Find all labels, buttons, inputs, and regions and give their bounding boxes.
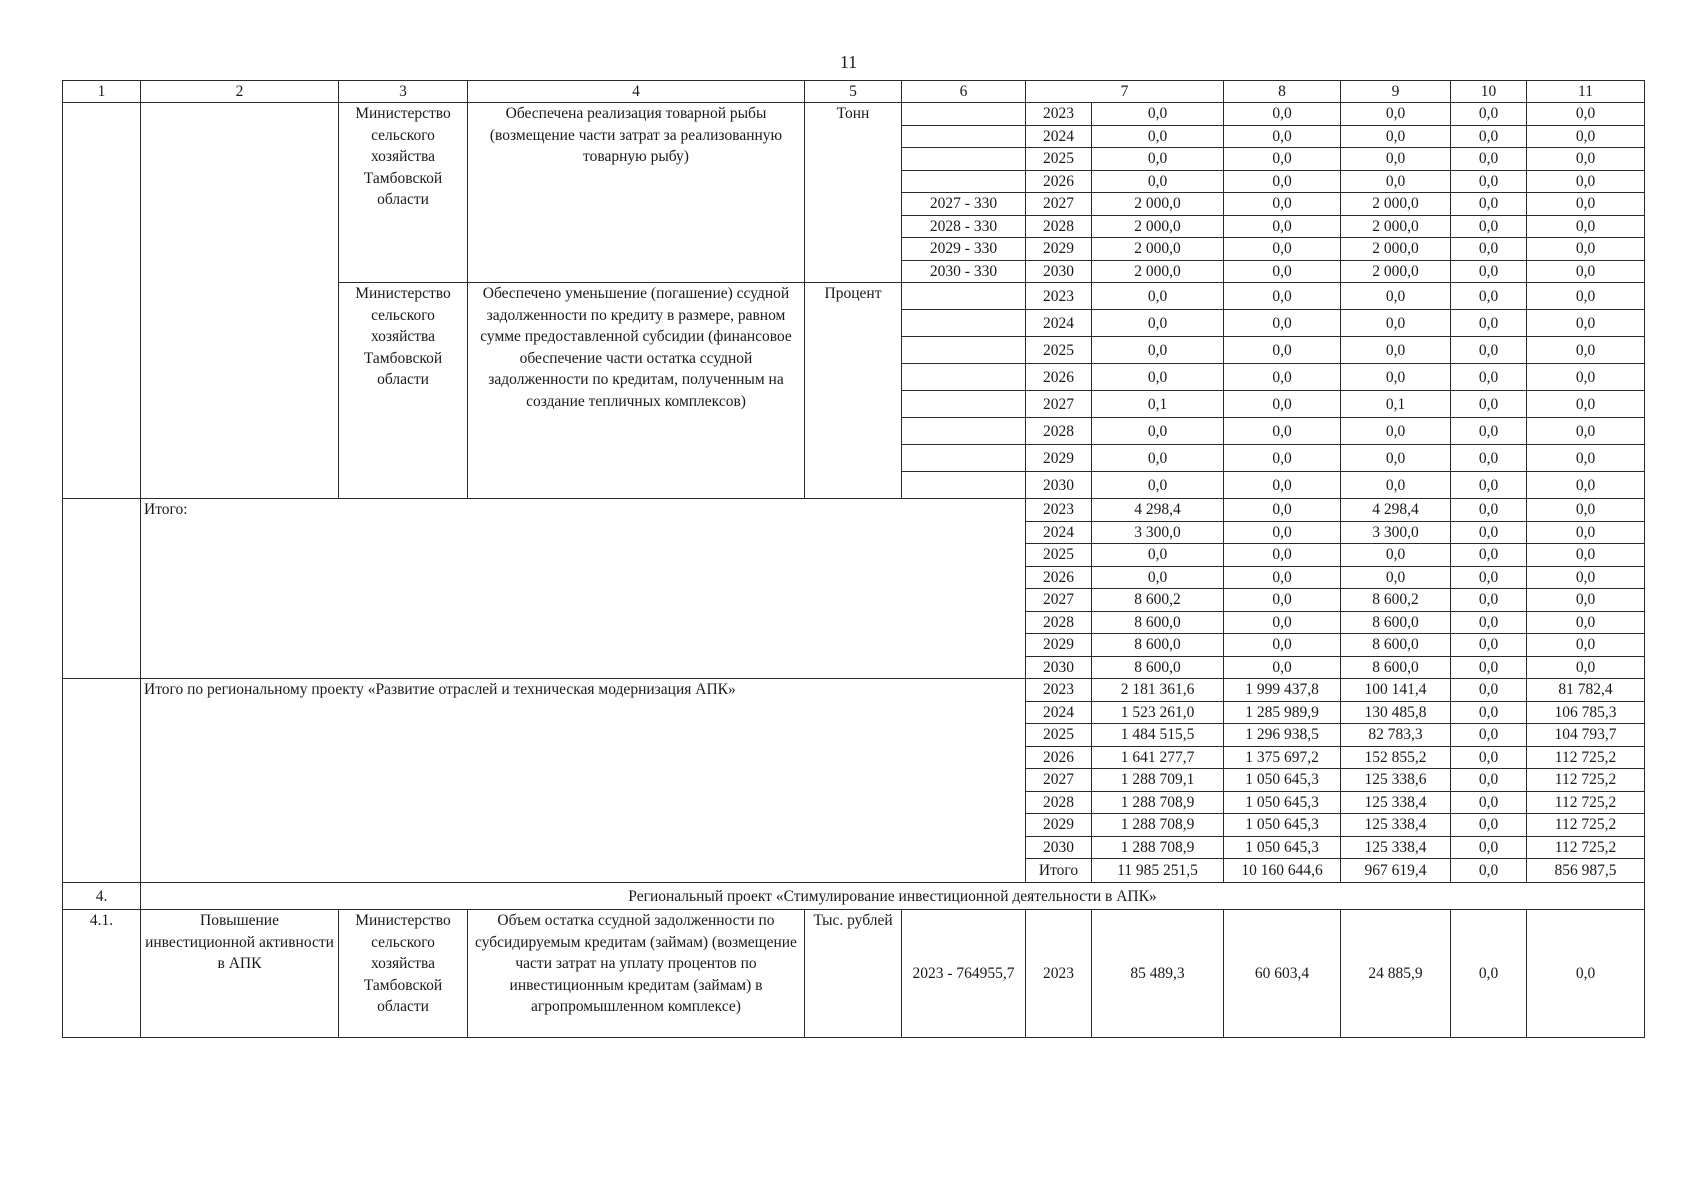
value-cell: 112 725,2 (1527, 746, 1645, 769)
value-cell: 0,0 (1224, 656, 1341, 679)
section-number: 4. (63, 883, 141, 910)
value-cell: 2 000,0 (1341, 238, 1451, 261)
year-cell: 2023 (1026, 679, 1092, 702)
value-cell: 0,0 (1527, 215, 1645, 238)
value-cell: 4 298,4 (1341, 499, 1451, 522)
value-cell: 1 288 708,9 (1092, 791, 1224, 814)
value-cell: 0,0 (1451, 103, 1527, 126)
value-cell: 0,0 (1451, 337, 1527, 364)
value-cell: 0,0 (1224, 418, 1341, 445)
value-cell: 0,0 (1451, 589, 1527, 612)
value-cell: 0,0 (1451, 170, 1527, 193)
value-cell: 0,0 (1527, 589, 1645, 612)
value-cell: 0,0 (1092, 103, 1224, 126)
value-cell: 0,0 (1092, 418, 1224, 445)
year-cell: Итого (1026, 859, 1092, 883)
year-cell: 2028 (1026, 418, 1092, 445)
value-cell: 0,0 (1527, 418, 1645, 445)
target-cell (902, 391, 1026, 418)
value-cell: 85 489,3 (1092, 910, 1224, 1038)
value-cell: 125 338,4 (1341, 836, 1451, 859)
value-cell: 8 600,0 (1092, 656, 1224, 679)
value-cell: 0,0 (1092, 566, 1224, 589)
ministry-cell: Министерство сельского хозяйства Тамбовской области (339, 910, 468, 1038)
target-cell: 2029 - 330 (902, 238, 1026, 261)
value-cell: 0,0 (1527, 391, 1645, 418)
unit-cell: Тонн (805, 103, 902, 283)
value-cell: 8 600,2 (1092, 589, 1224, 612)
value-cell: 0,0 (1224, 125, 1341, 148)
value-cell: 0,0 (1224, 260, 1341, 283)
value-cell: 0,0 (1527, 472, 1645, 499)
value-cell: 8 600,0 (1341, 656, 1451, 679)
value-cell: 112 725,2 (1527, 814, 1645, 837)
year-cell: 2023 (1026, 103, 1092, 126)
year-cell: 2029 (1026, 634, 1092, 657)
value-cell: 0,0 (1451, 791, 1527, 814)
year-cell: 2027 (1026, 769, 1092, 792)
value-cell: 0,0 (1527, 611, 1645, 634)
value-cell: 967 619,4 (1341, 859, 1451, 883)
value-cell: 0,0 (1451, 746, 1527, 769)
year-cell: 2030 (1026, 836, 1092, 859)
value-cell: 0,0 (1224, 283, 1341, 310)
year-cell: 2025 (1026, 148, 1092, 171)
cell-empty (63, 679, 141, 883)
value-cell: 10 160 644,6 (1224, 859, 1341, 883)
value-cell: 0,0 (1341, 418, 1451, 445)
year-cell: 2030 (1026, 472, 1092, 499)
value-cell: 0,0 (1451, 859, 1527, 883)
value-cell: 1 050 645,3 (1224, 769, 1341, 792)
header-col-7: 7 (1026, 81, 1224, 103)
year-cell: 2027 (1026, 589, 1092, 612)
value-cell: 0,0 (1092, 337, 1224, 364)
value-cell: 0,0 (1527, 364, 1645, 391)
value-cell: 82 783,3 (1341, 724, 1451, 747)
year-cell: 2024 (1026, 701, 1092, 724)
total-label: Итого: (141, 499, 1026, 679)
value-cell: 0,0 (1224, 238, 1341, 261)
value-cell: 0,0 (1224, 148, 1341, 171)
value-cell: 2 181 361,6 (1092, 679, 1224, 702)
value-cell: 0,0 (1341, 283, 1451, 310)
value-cell: 8 600,0 (1341, 611, 1451, 634)
value-cell: 0,0 (1451, 260, 1527, 283)
header-col-8: 8 (1224, 81, 1341, 103)
year-cell: 2028 (1026, 215, 1092, 238)
value-cell: 100 141,4 (1341, 679, 1451, 702)
unit-cell: Тыс. рублей (805, 910, 902, 1038)
target-cell: 2028 - 330 (902, 215, 1026, 238)
value-cell: 0,0 (1224, 391, 1341, 418)
value-cell: 1 288 708,9 (1092, 836, 1224, 859)
value-cell: 0,0 (1092, 283, 1224, 310)
row-number: 4.1. (63, 910, 141, 1038)
value-cell: 0,0 (1341, 148, 1451, 171)
value-cell: 3 300,0 (1341, 521, 1451, 544)
table-row (63, 499, 1645, 522)
header-col-4: 4 (468, 81, 805, 103)
value-cell: 1 050 645,3 (1224, 836, 1341, 859)
value-cell: 856 987,5 (1527, 859, 1645, 883)
year-cell: 2029 (1026, 238, 1092, 261)
value-cell: 0,0 (1224, 566, 1341, 589)
value-cell: 0,0 (1224, 634, 1341, 657)
value-cell: 1 288 708,9 (1092, 814, 1224, 837)
target-cell (902, 283, 1026, 310)
target-cell (902, 310, 1026, 337)
year-cell: 2023 (1026, 283, 1092, 310)
page-number: 11 (839, 52, 858, 72)
value-cell: 0,0 (1224, 170, 1341, 193)
value-cell: 0,0 (1451, 701, 1527, 724)
value-cell: 0,0 (1527, 499, 1645, 522)
value-cell: 0,0 (1527, 283, 1645, 310)
value-cell: 0,0 (1527, 566, 1645, 589)
year-cell: 2024 (1026, 521, 1092, 544)
value-cell: 1 999 437,8 (1224, 679, 1341, 702)
value-cell: 0,0 (1527, 238, 1645, 261)
year-cell: 2029 (1026, 445, 1092, 472)
value-cell: 112 725,2 (1527, 836, 1645, 859)
header-row (63, 81, 1645, 103)
value-cell: 2 000,0 (1341, 260, 1451, 283)
value-cell: 0,0 (1341, 544, 1451, 567)
value-cell: 24 885,9 (1341, 910, 1451, 1038)
target-cell: 2027 - 330 (902, 193, 1026, 216)
value-cell: 4 298,4 (1092, 499, 1224, 522)
year-cell: 2027 (1026, 193, 1092, 216)
value-cell: 11 985 251,5 (1092, 859, 1224, 883)
value-cell: 60 603,4 (1224, 910, 1341, 1038)
value-cell: 0,0 (1527, 103, 1645, 126)
value-cell: 2 000,0 (1341, 215, 1451, 238)
value-cell: 0,0 (1092, 148, 1224, 171)
value-cell: 0,0 (1451, 215, 1527, 238)
value-cell: 1 288 709,1 (1092, 769, 1224, 792)
year-cell: 2026 (1026, 746, 1092, 769)
year-cell: 2029 (1026, 814, 1092, 837)
header-col-3: 3 (339, 81, 468, 103)
target-cell (902, 103, 1026, 126)
value-cell: 0,0 (1341, 103, 1451, 126)
regional-total-label: Итого по региональному проекту «Развитие отраслей и техническая модернизация АПК» (141, 679, 1026, 883)
year-cell: 2027 (1026, 391, 1092, 418)
value-cell: 0,0 (1527, 148, 1645, 171)
year-cell: 2028 (1026, 791, 1092, 814)
value-cell: 2 000,0 (1341, 193, 1451, 216)
value-cell: 0,0 (1527, 445, 1645, 472)
value-cell: 0,0 (1451, 634, 1527, 657)
value-cell: 0,0 (1451, 814, 1527, 837)
value-cell: 2 000,0 (1092, 260, 1224, 283)
event-name-cell: Повышение инвестиционной активности в АПК (141, 910, 339, 1038)
value-cell: 0,0 (1341, 566, 1451, 589)
value-cell: 152 855,2 (1341, 746, 1451, 769)
value-cell: 0,0 (1451, 611, 1527, 634)
value-cell: 0,0 (1451, 566, 1527, 589)
year-cell: 2024 (1026, 125, 1092, 148)
value-cell: 1 296 938,5 (1224, 724, 1341, 747)
table-row (63, 103, 1645, 126)
target-cell (902, 364, 1026, 391)
value-cell: 0,0 (1451, 238, 1527, 261)
value-cell: 0,0 (1092, 544, 1224, 567)
year-cell: 2026 (1026, 566, 1092, 589)
value-cell: 0,0 (1092, 472, 1224, 499)
value-cell: 0,0 (1527, 193, 1645, 216)
value-cell: 0,0 (1224, 499, 1341, 522)
value-cell: 0,0 (1527, 170, 1645, 193)
value-cell: 0,0 (1092, 445, 1224, 472)
description-cell: Обеспечено уменьшение (погашение) ссудной задолженности по кредиту в размере, равном сумме предоставленной субсидии (финансовое обеспечение части остатка ссудной задолженности по кредитам, полученным на создание тепличных комплексов) (468, 283, 805, 499)
value-cell: 0,0 (1224, 310, 1341, 337)
value-cell: 0,0 (1224, 193, 1341, 216)
year-cell: 2023 (1026, 910, 1092, 1038)
value-cell: 1 523 261,0 (1092, 701, 1224, 724)
cell-empty (63, 499, 141, 679)
value-cell: 0,0 (1224, 215, 1341, 238)
ministry-cell: Министерство сельского хозяйства Тамбовской области (339, 283, 468, 499)
value-cell: 0,0 (1224, 611, 1341, 634)
value-cell: 0,0 (1341, 310, 1451, 337)
value-cell: 0,0 (1527, 337, 1645, 364)
value-cell: 0,0 (1527, 260, 1645, 283)
data-table (62, 80, 1645, 1038)
header-col-1: 1 (63, 81, 141, 103)
value-cell: 0,0 (1451, 679, 1527, 702)
target-cell: 2030 - 330 (902, 260, 1026, 283)
value-cell: 1 484 515,5 (1092, 724, 1224, 747)
value-cell: 8 600,2 (1341, 589, 1451, 612)
value-cell: 0,0 (1341, 125, 1451, 148)
year-cell: 2030 (1026, 656, 1092, 679)
value-cell: 0,0 (1527, 521, 1645, 544)
value-cell: 8 600,0 (1341, 634, 1451, 657)
value-cell: 0,0 (1451, 472, 1527, 499)
value-cell: 2 000,0 (1092, 238, 1224, 261)
value-cell: 0,0 (1451, 310, 1527, 337)
value-cell: 1 050 645,3 (1224, 814, 1341, 837)
description-cell: Объем остатка ссудной задолженности по субсидируемым кредитам (займам) (возмещение части затрат на уплату процентов по инвестиционным кредитам (займам) в агропромышленном комплексе) (468, 910, 805, 1038)
header-col-6: 6 (902, 81, 1026, 103)
value-cell: 1 050 645,3 (1224, 791, 1341, 814)
value-cell: 0,0 (1451, 521, 1527, 544)
table-row (63, 910, 1645, 1038)
value-cell: 1 641 277,7 (1092, 746, 1224, 769)
value-cell: 0,0 (1224, 544, 1341, 567)
year-cell: 2025 (1026, 724, 1092, 747)
year-cell: 2023 (1026, 499, 1092, 522)
year-cell: 2028 (1026, 611, 1092, 634)
value-cell: 1 285 989,9 (1224, 701, 1341, 724)
value-cell: 3 300,0 (1092, 521, 1224, 544)
value-cell: 0,0 (1527, 656, 1645, 679)
value-cell: 125 338,4 (1341, 814, 1451, 837)
value-cell: 0,0 (1451, 724, 1527, 747)
value-cell: 8 600,0 (1092, 634, 1224, 657)
value-cell: 0,0 (1451, 544, 1527, 567)
header-col-2: 2 (141, 81, 339, 103)
year-cell: 2025 (1026, 337, 1092, 364)
value-cell: 0,0 (1341, 170, 1451, 193)
value-cell: 0,0 (1341, 337, 1451, 364)
value-cell: 0,0 (1527, 544, 1645, 567)
value-cell: 0,0 (1451, 445, 1527, 472)
value-cell: 112 725,2 (1527, 769, 1645, 792)
value-cell: 0,0 (1527, 125, 1645, 148)
value-cell: 0,0 (1224, 472, 1341, 499)
value-cell: 125 338,4 (1341, 791, 1451, 814)
year-cell: 2026 (1026, 364, 1092, 391)
header-col-11: 11 (1527, 81, 1645, 103)
value-cell: 0,0 (1224, 103, 1341, 126)
year-cell: 2030 (1026, 260, 1092, 283)
value-cell: 0,1 (1092, 391, 1224, 418)
value-cell: 0,0 (1451, 836, 1527, 859)
year-cell: 2024 (1026, 310, 1092, 337)
value-cell: 0,0 (1527, 310, 1645, 337)
value-cell: 0,0 (1451, 148, 1527, 171)
value-cell: 0,0 (1224, 445, 1341, 472)
value-cell: 0,0 (1451, 364, 1527, 391)
value-cell: 106 785,3 (1527, 701, 1645, 724)
value-cell: 0,0 (1224, 521, 1341, 544)
value-cell: 0,0 (1092, 170, 1224, 193)
value-cell: 0,0 (1092, 364, 1224, 391)
target-cell (902, 148, 1026, 171)
value-cell: 0,0 (1451, 391, 1527, 418)
value-cell: 0,0 (1224, 337, 1341, 364)
target-cell (902, 418, 1026, 445)
table-row (63, 679, 1645, 702)
value-cell: 2 000,0 (1092, 193, 1224, 216)
value-cell: 0,0 (1451, 193, 1527, 216)
unit-cell: Процент (805, 283, 902, 499)
value-cell: 104 793,7 (1527, 724, 1645, 747)
value-cell: 0,1 (1341, 391, 1451, 418)
header-col-5: 5 (805, 81, 902, 103)
value-cell: 130 485,8 (1341, 701, 1451, 724)
value-cell: 0,0 (1451, 910, 1527, 1038)
target-cell (902, 170, 1026, 193)
value-cell: 0,0 (1341, 472, 1451, 499)
value-cell: 0,0 (1341, 364, 1451, 391)
value-cell: 0,0 (1451, 656, 1527, 679)
value-cell: 0,0 (1092, 310, 1224, 337)
section-row (63, 883, 1645, 910)
section-title: Региональный проект «Стимулирование инвестиционной деятельности в АПК» (141, 883, 1645, 910)
value-cell: 112 725,2 (1527, 791, 1645, 814)
cell-empty (141, 103, 339, 499)
value-cell: 8 600,0 (1092, 611, 1224, 634)
value-cell: 0,0 (1451, 283, 1527, 310)
target-cell (902, 472, 1026, 499)
ministry-cell: Министерство сельского хозяйства Тамбовской области (339, 103, 468, 283)
value-cell: 0,0 (1451, 418, 1527, 445)
header-col-9: 9 (1341, 81, 1451, 103)
year-cell: 2025 (1026, 544, 1092, 567)
value-cell: 2 000,0 (1092, 215, 1224, 238)
value-cell: 0,0 (1451, 499, 1527, 522)
value-cell: 0,0 (1092, 125, 1224, 148)
value-cell: 0,0 (1341, 445, 1451, 472)
value-cell: 0,0 (1224, 364, 1341, 391)
value-cell: 0,0 (1527, 634, 1645, 657)
cell-empty (63, 103, 141, 499)
target-cell (902, 445, 1026, 472)
value-cell: 0,0 (1451, 125, 1527, 148)
target-cell: 2023 - 764955,7 (902, 910, 1026, 1038)
value-cell: 0,0 (1224, 589, 1341, 612)
year-cell: 2026 (1026, 170, 1092, 193)
target-cell (902, 125, 1026, 148)
value-cell: 0,0 (1527, 910, 1645, 1038)
target-cell (902, 337, 1026, 364)
value-cell: 81 782,4 (1527, 679, 1645, 702)
value-cell: 125 338,6 (1341, 769, 1451, 792)
value-cell: 0,0 (1451, 769, 1527, 792)
value-cell: 1 375 697,2 (1224, 746, 1341, 769)
description-cell: Обеспечена реализация товарной рыбы (возмещение части затрат за реализованную товарную рыбу) (468, 103, 805, 283)
header-col-10: 10 (1451, 81, 1527, 103)
